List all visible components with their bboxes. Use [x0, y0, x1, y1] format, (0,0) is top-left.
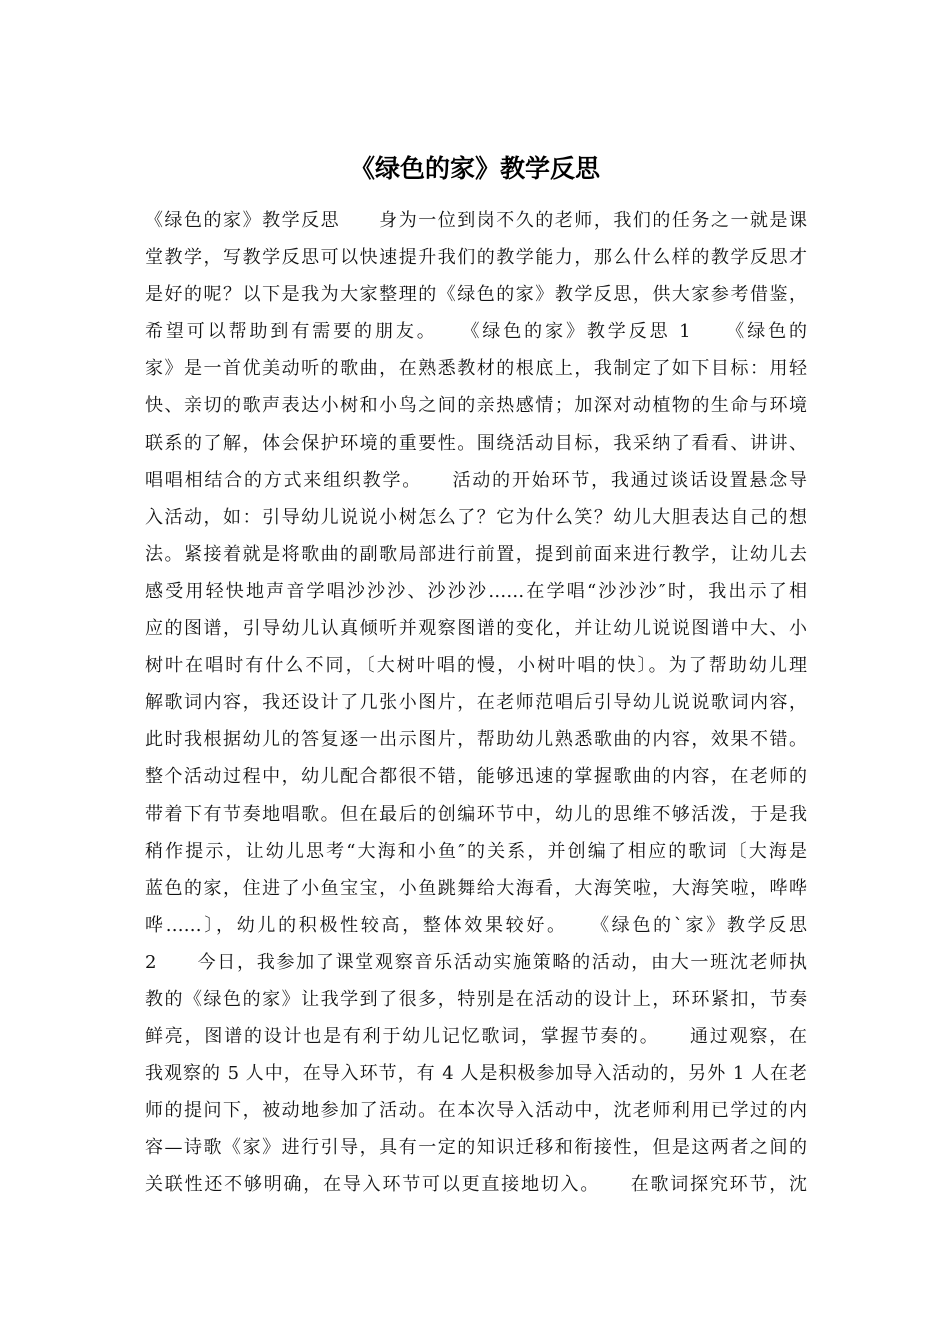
body-line-11: 感受用轻快地声音学唱沙沙沙、沙沙沙……在学唱“沙沙沙″时，我出示了相 — [145, 580, 807, 602]
body-line-24: 我观察的 5 人中，在导入环节，有 4 人是积极参加导入活动的，另外 1 人在老 — [145, 1063, 807, 1085]
body-line-22: 教的《绿色的家》让我学到了很多，特别是在活动的设计上，环环紧扣，节奏 — [145, 988, 807, 1010]
body-line-10: 法。紧接着就是将歌曲的副歌局部进行前置，提到前面来进行教学，让幼儿去 — [145, 543, 807, 565]
body-line-3: 是好的呢？以下是我为大家整理的《绿色的家》教学反思，供大家参考借鉴， — [145, 284, 807, 306]
body-line-25: 师的提问下，被动地参加了活动。在本次导入活动中，沈老师利用已学过的内 — [145, 1100, 807, 1122]
body-line-7: 联系的了解，体会保护环境的重要性。围绕活动目标，我采纳了看看、讲讲、 — [145, 432, 807, 454]
body-line-9: 入活动，如：引导幼儿说说小树怎么了？它为什么笑？幼儿大胆表达自己的想 — [145, 506, 807, 528]
body-line-17: 带着下有节奏地唱歌。但在最后的创编环节中，幼儿的思维不够活泼，于是我 — [145, 803, 807, 825]
body-line-14: 解歌词内容，我还设计了几张小图片，在老师范唱后引导幼儿说说歌词内容， — [145, 692, 807, 714]
body-line-15: 此时我根据幼儿的答复逐一出示图片，帮助幼儿熟悉歌曲的内容，效果不错。 — [145, 729, 807, 751]
document-title: 《绿色的家》教学反思 — [349, 154, 600, 183]
body-line-20: 哗……〕，幼儿的积极性较高，整体效果较好。 《绿色的`家》教学反思 — [145, 914, 807, 936]
body-line-5: 家》是一首优美动听的歌曲，在熟悉教材的根底上，我制定了如下目标：用轻 — [145, 358, 807, 380]
document-body — [145, 202, 807, 1204]
body-line-4: 希望可以帮助到有需要的朋友。 《绿色的家》教学反思 1 《绿色的 — [145, 321, 807, 343]
body-line-8: 唱唱相结合的方式来组织教学。 活动的开始环节，我通过谈话设置悬念导 — [145, 469, 807, 491]
body-line-18: 稍作提示，让幼儿思考“大海和小鱼″的关系，并创编了相应的歌词〔大海是 — [145, 840, 807, 862]
body-line-2: 堂教学，写教学反思可以快速提升我们的教学能力，那么什么样的教学反思才 — [145, 247, 807, 269]
body-line-16: 整个活动过程中，幼儿配合都很不错，能够迅速的掌握歌曲的内容，在老师的 — [145, 766, 807, 788]
body-line-27: 关联性还不够明确，在导入环节可以更直接地切入。 在歌词探究环节，沈 — [145, 1174, 807, 1196]
body-line-12: 应的图谱，引导幼儿认真倾听并观察图谱的变化，并让幼儿说说图谱中大、小 — [145, 618, 807, 640]
body-line-1: 《绿色的家》教学反思 身为一位到岗不久的老师，我们的任务之一就是课 — [145, 210, 807, 231]
body-line-13: 树叶在唱时有什么不同，〔大树叶唱的慢，小树叶唱的快〕。为了帮助幼儿理 — [145, 655, 807, 677]
body-line-26: 容—诗歌《家》进行引导，具有一定的知识迁移和衔接性，但是这两者之间的 — [145, 1137, 807, 1159]
body-line-23: 鲜亮，图谱的设计也是有利于幼儿记忆歌词，掌握节奏的。 通过观察，在 — [145, 1026, 807, 1048]
body-line-6: 快、亲切的歌声表达小树和小鸟之间的亲热感情；加深对动植物的生命与环境 — [145, 395, 807, 417]
body-line-19: 蓝色的家，住进了小鱼宝宝，小鱼跳舞给大海看，大海笑啦，大海笑啦，哗哗 — [145, 877, 807, 899]
body-line-21: 2 今日，我参加了课堂观察音乐活动实施策略的活动，由大一班沈老师执 — [145, 951, 807, 973]
